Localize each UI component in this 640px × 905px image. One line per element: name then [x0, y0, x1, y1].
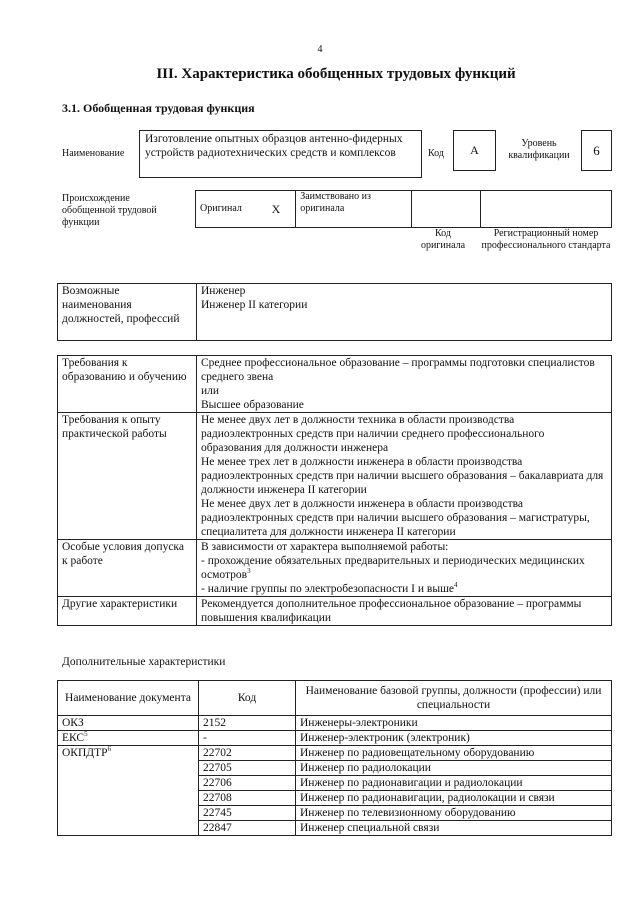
row-doc: ОКЗ: [58, 716, 199, 731]
row-code: 22702: [199, 746, 296, 761]
row-code: -: [199, 731, 296, 746]
requirement-line: Не менее трех лет в должности инженера в области производства радиоэлектронных средств при наличии высшего образования – бакалавриата для должности инженера II категории: [201, 456, 604, 496]
row-name: Инженер по радионавигации, радиолокации и связи: [296, 791, 612, 806]
code-box: [453, 130, 496, 171]
row-name: Инженер-электроник (электроник): [296, 731, 612, 746]
row-code: 22706: [199, 776, 296, 791]
requirement-value: [197, 540, 612, 597]
row-name: Инженер по радиолокации: [296, 761, 612, 776]
additional-header-row: [58, 681, 612, 716]
header-name: Наименование базовой группы, должности (профессии) или специальности: [296, 681, 612, 716]
origin-code-caption: Код оригинала: [420, 228, 466, 251]
origin-label: Происхождение обобщенной трудовой функции: [62, 193, 157, 228]
row-name: Инженеры-электроники: [296, 716, 612, 731]
positions-label: Возможные наименования должностей, профессий: [58, 284, 197, 341]
row-name: Инженер по телевизионному оборудованию: [296, 806, 612, 821]
row-name: Инженер по радиовещательному оборудованию: [296, 746, 612, 761]
row-code: 22745: [199, 806, 296, 821]
level-box: [581, 130, 612, 171]
row-code: 22847: [199, 821, 296, 836]
origin-table: [195, 190, 612, 228]
origin-reg-caption: Регистрационный номер профессионального стандарта: [481, 228, 611, 251]
requirement-line: или: [201, 385, 220, 397]
borrowed-label: Заимствовано из оригинала: [296, 191, 411, 228]
requirement-label: Требования к опыту практической работы: [58, 413, 197, 540]
function-name-value: Изготовление опытных образцов антенно-фидерных устройств радиотехнических средств и комплексов: [145, 133, 403, 159]
position-item: Инженер: [201, 285, 246, 297]
table-row: [58, 731, 612, 746]
header-doc: Наименование документа: [58, 681, 199, 716]
positions-values: [197, 284, 612, 341]
additional-title: Дополнительные характеристики: [62, 656, 226, 668]
requirement-line: Высшее образование: [201, 399, 304, 411]
row-doc: ЕКС$^5$: [58, 731, 199, 746]
name-label: Наименование: [62, 148, 125, 159]
requirements-row-experience: [58, 413, 612, 540]
requirement-line: Не менее двух лет в должности техника в области производства радиоэлектронных средств при наличии среднего профессионального образования для должности инженера: [201, 414, 545, 454]
position-item: Инженер II категории: [201, 299, 308, 311]
requirements-row-education: [58, 356, 612, 413]
requirement-line: - наличие группы по электробезопасности I и выше$^4$: [201, 581, 458, 595]
requirement-label: Другие характеристики: [58, 597, 197, 626]
row-code: 22708: [199, 791, 296, 806]
page-number: 4: [317, 44, 323, 55]
requirement-line: Среднее профессиональное образование – программы подготовки специалистов среднего звена: [201, 357, 595, 383]
requirement-label: Требования к образованию и обучению: [58, 356, 197, 413]
requirement-line: - прохождение обязательных предварительных и периодических медицинских осмотров$^3$: [201, 555, 585, 581]
positions-table: [57, 283, 612, 341]
requirement-line: В зависимости от характера выполняемой работы:: [201, 541, 449, 553]
original-label: Оригинал: [196, 191, 257, 228]
section-title: III. Характеристика обобщенных трудовых функций: [156, 66, 516, 82]
level-label: Уровень квалификации: [508, 138, 570, 161]
row-name: Инженер по радионавигации и радиолокации: [296, 776, 612, 791]
requirement-label: Особые условия допуска к работе: [58, 540, 197, 597]
requirement-value: [197, 356, 612, 413]
footnote-mark: 4: [454, 581, 458, 590]
requirement-line: Не менее двух лет в должности инженера в области производства радиоэлектронных средств при наличии высшего образования – магистратуры, специалитета для должности инженера II категории: [201, 498, 590, 538]
table-row: [58, 716, 612, 731]
origin-reg-cell: [481, 191, 612, 228]
row-name: Инженер специальной связи: [296, 821, 612, 836]
requirements-row-other: [58, 597, 612, 626]
requirements-table: [57, 355, 612, 626]
additional-table: [57, 680, 612, 836]
code-label: Код: [428, 148, 444, 159]
function-name-box: [139, 130, 422, 178]
requirement-value: [197, 413, 612, 540]
subsection-title: 3.1. Обобщенная трудовая функция: [62, 101, 255, 115]
original-mark: X: [257, 191, 296, 228]
level-value: 6: [593, 142, 600, 158]
requirement-line: Рекомендуется дополнительное профессиональное образование – программы повышения квалификации: [201, 598, 582, 624]
table-row: [58, 746, 612, 761]
row-doc: ОКПДТР$^6$: [58, 746, 199, 836]
footnote-mark: 3: [247, 567, 251, 576]
row-code: 2152: [199, 716, 296, 731]
requirements-row-admission: [58, 540, 612, 597]
row-code: 22705: [199, 761, 296, 776]
code-value: A: [470, 143, 479, 157]
header-code: Код: [199, 681, 296, 716]
requirement-value: [197, 597, 612, 626]
origin-code-cell: [411, 191, 481, 228]
